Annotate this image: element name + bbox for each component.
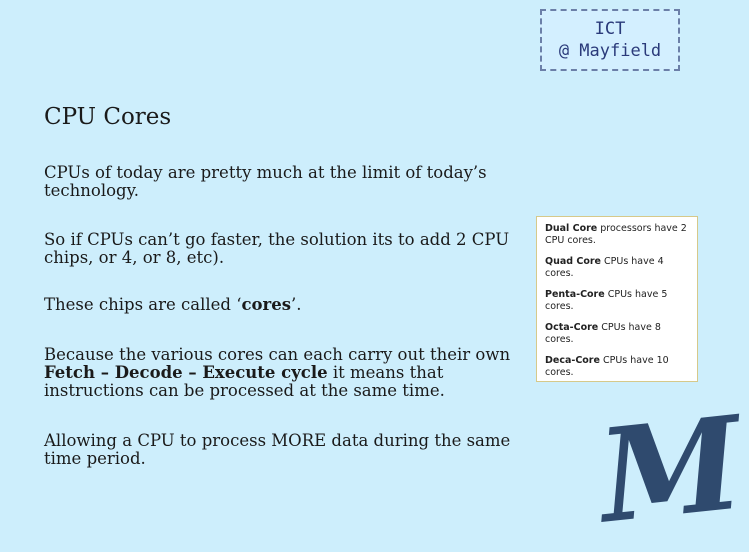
paragraph-5: Allowing a CPU to process MORE data during the same time period.: [44, 431, 511, 468]
infobox-row-bold: Octa-Core: [545, 322, 599, 333]
p3-text-start: These chips are called ‘: [44, 295, 242, 314]
infobox-row-bold: Dual Core: [545, 223, 598, 234]
infobox-row-text: CPUs have 5 cores.: [545, 289, 668, 312]
infobox-row-bold: Deca-Core: [545, 355, 600, 366]
infobox-row-text: CPUs have 4 cores.: [545, 256, 664, 279]
slide-title: CPU Cores: [44, 104, 172, 130]
paragraph-3: [44, 296, 524, 314]
p4-text-end: it means that instructions can be processed at the same time.: [44, 363, 445, 400]
mayfield-m-logo: M: [592, 388, 749, 552]
p3-bold-cores: cores: [241, 295, 292, 314]
badge-line2: @ Mayfield: [558, 41, 662, 61]
infobox-row-bold: Penta-Core: [545, 289, 605, 300]
infobox-row: [545, 355, 689, 379]
infobox-row: [545, 322, 689, 346]
paragraph-4: [44, 346, 524, 400]
p4-bold-cycle: Fetch – Decode – Execute cycle: [44, 363, 328, 382]
core-types-infobox: [536, 216, 698, 382]
paragraph-2: So if CPUs can’t go faster, the solution its to add 2 CPU chips, or 4, or 8, etc).: [44, 230, 510, 267]
infobox-row: [545, 256, 689, 280]
infobox-row-text: CPUs have 8 cores.: [545, 322, 661, 345]
badge-line1: ICT: [594, 19, 626, 39]
infobox-row-text: CPUs have 10 cores.: [545, 355, 669, 378]
infobox-row-bold: Quad Core: [545, 256, 601, 267]
infobox-row: [545, 289, 689, 313]
infobox-row: [545, 223, 689, 247]
infobox-row-text: processors have 2 CPU cores.: [545, 223, 687, 246]
paragraph-1: CPUs of today are pretty much at the limit of today’s technology.: [44, 163, 487, 200]
p4-text-start: Because the various cores can each carry out their own: [44, 345, 511, 364]
p3-text-end: ’.: [291, 295, 302, 314]
ict-mayfield-badge: [540, 9, 680, 71]
